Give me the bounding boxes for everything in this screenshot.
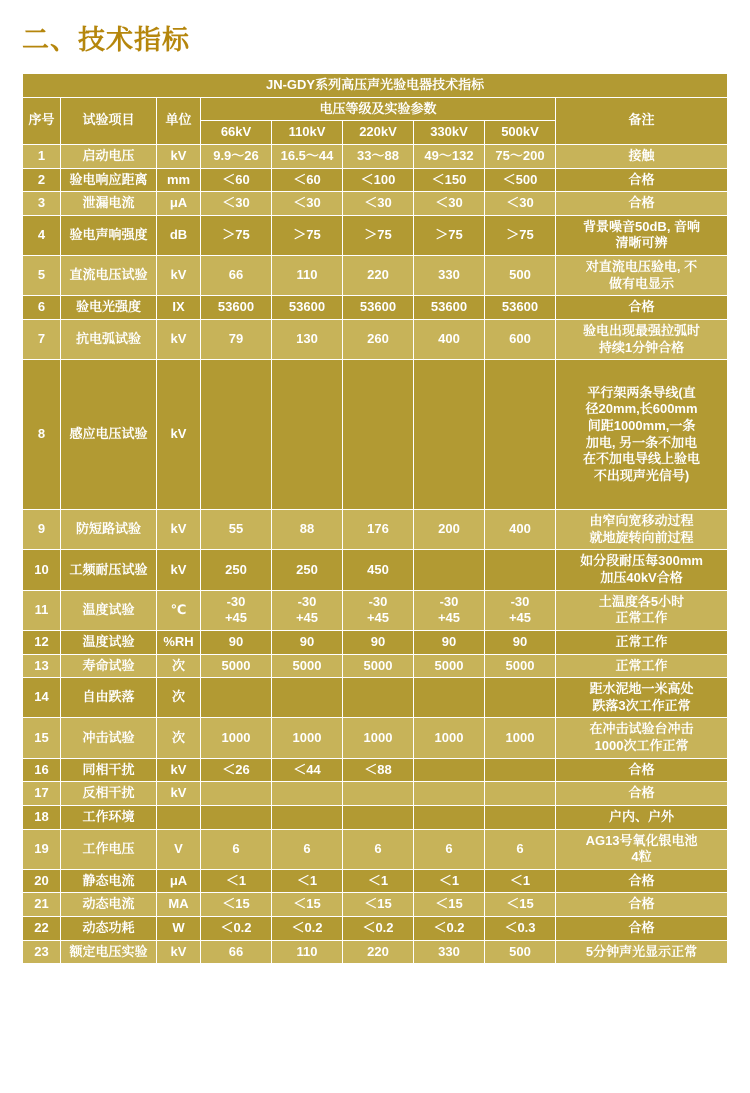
cell-value-3: 5000 xyxy=(414,654,485,678)
cell-num: 11 xyxy=(23,590,61,630)
cell-value-2: 260 xyxy=(343,319,414,359)
cell-num: 6 xyxy=(23,296,61,320)
cell-value-3: ＜0.2 xyxy=(414,917,485,941)
cell-value-0: 66 xyxy=(201,256,272,296)
cell-unit: W xyxy=(157,917,201,941)
cell-value-1: 110 xyxy=(272,256,343,296)
cell-num: 12 xyxy=(23,630,61,654)
table-row xyxy=(23,296,728,320)
cell-value-0: 55 xyxy=(201,510,272,550)
cell-remark: 5分钟声光显示正常 xyxy=(556,940,728,964)
cell-value-0: ＜1 xyxy=(201,869,272,893)
cell-value-1: ＜1 xyxy=(272,869,343,893)
cell-num: 2 xyxy=(23,168,61,192)
cell-num: 13 xyxy=(23,654,61,678)
cell-num: 23 xyxy=(23,940,61,964)
cell-value-4: 500 xyxy=(485,940,556,964)
cell-item: 反相干扰 xyxy=(61,782,157,806)
cell-unit: kV xyxy=(157,319,201,359)
cell-value-1: ＜60 xyxy=(272,168,343,192)
cell-value-2: 1000 xyxy=(343,718,414,758)
cell-unit: MA xyxy=(157,893,201,917)
cell-value-1: 250 xyxy=(272,550,343,590)
cell-remark: 合格 xyxy=(556,296,728,320)
table-row xyxy=(23,869,728,893)
table-header-row xyxy=(23,97,728,121)
cell-value-3: 6 xyxy=(414,829,485,869)
cell-num: 10 xyxy=(23,550,61,590)
cell-item: 温度试验 xyxy=(61,630,157,654)
cell-unit: kV xyxy=(157,360,201,510)
cell-unit: ℃ xyxy=(157,590,201,630)
cell-value-4 xyxy=(485,805,556,829)
table-title: JN-GDY系列高压声光验电器技术指标 xyxy=(23,74,728,98)
table-row xyxy=(23,782,728,806)
table-row xyxy=(23,590,728,630)
header-level-330kv: 330kV xyxy=(414,121,485,145)
cell-num: 22 xyxy=(23,917,61,941)
cell-remark: 平行架两条导线(直 径20mm,长600mm 间距1000mm,一条 加电, 另一条不加电 在不加电导线上验电 不出现声光信号) xyxy=(556,360,728,510)
table-row xyxy=(23,829,728,869)
cell-value-3: ＜1 xyxy=(414,869,485,893)
cell-num: 1 xyxy=(23,144,61,168)
cell-unit: μA xyxy=(157,192,201,216)
cell-remark: 合格 xyxy=(556,917,728,941)
cell-value-3: 90 xyxy=(414,630,485,654)
cell-item: 验电响应距离 xyxy=(61,168,157,192)
cell-value-3: 330 xyxy=(414,940,485,964)
cell-value-3: 49～132 xyxy=(414,144,485,168)
header-unit: 单位 xyxy=(157,97,201,144)
cell-value-2: ＜100 xyxy=(343,168,414,192)
spec-table xyxy=(22,73,728,964)
cell-value-3 xyxy=(414,758,485,782)
cell-value-4: ＜1 xyxy=(485,869,556,893)
cell-value-0: 79 xyxy=(201,319,272,359)
cell-value-0: ＜26 xyxy=(201,758,272,782)
cell-value-3: 53600 xyxy=(414,296,485,320)
cell-item: 验电声响强度 xyxy=(61,215,157,255)
cell-unit: dB xyxy=(157,215,201,255)
cell-value-1 xyxy=(272,805,343,829)
cell-unit: kV xyxy=(157,510,201,550)
cell-value-1: 16.5～44 xyxy=(272,144,343,168)
cell-unit: mm xyxy=(157,168,201,192)
cell-value-2: ＜88 xyxy=(343,758,414,782)
table-row xyxy=(23,940,728,964)
cell-value-3 xyxy=(414,782,485,806)
cell-value-0: ＜0.2 xyxy=(201,917,272,941)
cell-item: 工频耐压试验 xyxy=(61,550,157,590)
cell-item: 泄漏电流 xyxy=(61,192,157,216)
page-title: 二、技术指标 xyxy=(22,25,190,55)
cell-value-1 xyxy=(272,360,343,510)
table-row xyxy=(23,630,728,654)
table-title-row xyxy=(23,74,728,98)
cell-unit xyxy=(157,805,201,829)
cell-value-1: 88 xyxy=(272,510,343,550)
cell-value-1: ＜15 xyxy=(272,893,343,917)
table-row xyxy=(23,192,728,216)
cell-value-2 xyxy=(343,782,414,806)
table-row xyxy=(23,144,728,168)
cell-value-4: 600 xyxy=(485,319,556,359)
cell-item: 寿命试验 xyxy=(61,654,157,678)
cell-value-0: 5000 xyxy=(201,654,272,678)
cell-remark: 正常工作 xyxy=(556,654,728,678)
cell-value-0: 6 xyxy=(201,829,272,869)
cell-value-2: 53600 xyxy=(343,296,414,320)
cell-num: 7 xyxy=(23,319,61,359)
cell-item: 自由跌落 xyxy=(61,678,157,718)
cell-item: 动态电流 xyxy=(61,893,157,917)
table-row xyxy=(23,510,728,550)
cell-value-1 xyxy=(272,782,343,806)
cell-remark: 户内、户外 xyxy=(556,805,728,829)
cell-remark: 土温度各5小时 正常工作 xyxy=(556,590,728,630)
cell-unit: kV xyxy=(157,144,201,168)
cell-value-0 xyxy=(201,805,272,829)
cell-item: 验电光强度 xyxy=(61,296,157,320)
cell-value-4: 6 xyxy=(485,829,556,869)
cell-value-2: 33～88 xyxy=(343,144,414,168)
cell-value-2: ＜0.2 xyxy=(343,917,414,941)
cell-value-2: 220 xyxy=(343,940,414,964)
cell-value-4: 90 xyxy=(485,630,556,654)
cell-value-2: ＜30 xyxy=(343,192,414,216)
cell-value-3: 1000 xyxy=(414,718,485,758)
table-row xyxy=(23,917,728,941)
cell-value-1: 53600 xyxy=(272,296,343,320)
header-item: 试验项目 xyxy=(61,97,157,144)
table-row xyxy=(23,654,728,678)
cell-remark: 正常工作 xyxy=(556,630,728,654)
header-level-66kv: 66kV xyxy=(201,121,272,145)
table-row xyxy=(23,678,728,718)
cell-value-1: 1000 xyxy=(272,718,343,758)
cell-value-4 xyxy=(485,550,556,590)
cell-value-4: -30 +45 xyxy=(485,590,556,630)
cell-value-4: 1000 xyxy=(485,718,556,758)
table-row xyxy=(23,256,728,296)
cell-remark: 合格 xyxy=(556,782,728,806)
cell-unit: kV xyxy=(157,758,201,782)
cell-value-2: 6 xyxy=(343,829,414,869)
cell-value-3 xyxy=(414,360,485,510)
cell-value-2: 5000 xyxy=(343,654,414,678)
cell-value-1: 6 xyxy=(272,829,343,869)
cell-unit: kV xyxy=(157,256,201,296)
cell-item: 工作环境 xyxy=(61,805,157,829)
cell-value-1: ＜30 xyxy=(272,192,343,216)
cell-value-1: 110 xyxy=(272,940,343,964)
cell-item: 温度试验 xyxy=(61,590,157,630)
cell-unit: 次 xyxy=(157,678,201,718)
table-row xyxy=(23,168,728,192)
cell-value-2 xyxy=(343,360,414,510)
cell-value-3: ＞75 xyxy=(414,215,485,255)
cell-num: 8 xyxy=(23,360,61,510)
cell-remark: 合格 xyxy=(556,758,728,782)
cell-num: 16 xyxy=(23,758,61,782)
cell-num: 15 xyxy=(23,718,61,758)
header-params-group: 电压等级及实验参数 xyxy=(201,97,556,121)
cell-item: 同相干扰 xyxy=(61,758,157,782)
cell-value-0: ＜60 xyxy=(201,168,272,192)
cell-value-3: 200 xyxy=(414,510,485,550)
cell-num: 14 xyxy=(23,678,61,718)
cell-value-1: 90 xyxy=(272,630,343,654)
cell-remark: AG13号氧化银电池 4粒 xyxy=(556,829,728,869)
cell-value-3: ＜150 xyxy=(414,168,485,192)
cell-unit: kV xyxy=(157,782,201,806)
cell-unit: kV xyxy=(157,550,201,590)
cell-value-3: 330 xyxy=(414,256,485,296)
cell-value-4: ＜15 xyxy=(485,893,556,917)
cell-value-0: 9.9～26 xyxy=(201,144,272,168)
cell-value-3 xyxy=(414,805,485,829)
table-row xyxy=(23,215,728,255)
cell-unit: μA xyxy=(157,869,201,893)
cell-remark: 合格 xyxy=(556,893,728,917)
cell-value-4: 75～200 xyxy=(485,144,556,168)
cell-num: 3 xyxy=(23,192,61,216)
cell-num: 20 xyxy=(23,869,61,893)
cell-remark: 对直流电压验电, 不 做有电显示 xyxy=(556,256,728,296)
cell-num: 18 xyxy=(23,805,61,829)
cell-item: 动态功耗 xyxy=(61,917,157,941)
header-level-220kv: 220kV xyxy=(343,121,414,145)
header-level-110kv: 110kV xyxy=(272,121,343,145)
cell-value-1 xyxy=(272,678,343,718)
cell-num: 5 xyxy=(23,256,61,296)
cell-value-4 xyxy=(485,678,556,718)
cell-value-4: 53600 xyxy=(485,296,556,320)
cell-value-3 xyxy=(414,550,485,590)
cell-num: 17 xyxy=(23,782,61,806)
cell-item: 启动电压 xyxy=(61,144,157,168)
cell-value-2: 90 xyxy=(343,630,414,654)
cell-remark: 接触 xyxy=(556,144,728,168)
cell-value-2 xyxy=(343,805,414,829)
cell-value-1: 5000 xyxy=(272,654,343,678)
cell-value-0: -30 +45 xyxy=(201,590,272,630)
cell-item: 静态电流 xyxy=(61,869,157,893)
table-row xyxy=(23,805,728,829)
cell-value-1: ＜0.2 xyxy=(272,917,343,941)
cell-value-1: -30 +45 xyxy=(272,590,343,630)
cell-value-0: ＞75 xyxy=(201,215,272,255)
cell-item: 直流电压试验 xyxy=(61,256,157,296)
cell-unit: 次 xyxy=(157,654,201,678)
cell-value-0 xyxy=(201,678,272,718)
cell-remark: 合格 xyxy=(556,192,728,216)
cell-value-1: ＜44 xyxy=(272,758,343,782)
cell-value-2: 176 xyxy=(343,510,414,550)
cell-value-2: 450 xyxy=(343,550,414,590)
cell-remark: 验电出现最强拉弧时 持续1分钟合格 xyxy=(556,319,728,359)
cell-item: 抗电弧试验 xyxy=(61,319,157,359)
cell-value-0: 90 xyxy=(201,630,272,654)
cell-value-4 xyxy=(485,782,556,806)
cell-value-4: 5000 xyxy=(485,654,556,678)
cell-value-2: ＞75 xyxy=(343,215,414,255)
cell-value-3: ＜30 xyxy=(414,192,485,216)
cell-value-4 xyxy=(485,758,556,782)
cell-remark: 由窄向宽移动过程 就地旋转向前过程 xyxy=(556,510,728,550)
cell-value-0 xyxy=(201,360,272,510)
table-row xyxy=(23,360,728,510)
cell-value-0: ＜15 xyxy=(201,893,272,917)
cell-item: 感应电压试验 xyxy=(61,360,157,510)
cell-value-1: 130 xyxy=(272,319,343,359)
cell-value-3: -30 +45 xyxy=(414,590,485,630)
cell-value-4 xyxy=(485,360,556,510)
cell-value-4: 500 xyxy=(485,256,556,296)
table-row xyxy=(23,550,728,590)
cell-value-4: ＜0.3 xyxy=(485,917,556,941)
cell-value-2: 220 xyxy=(343,256,414,296)
cell-value-0: ＜30 xyxy=(201,192,272,216)
cell-remark: 距水泥地一米高处 跌落3次工作正常 xyxy=(556,678,728,718)
cell-num: 19 xyxy=(23,829,61,869)
cell-value-4: ＞75 xyxy=(485,215,556,255)
cell-unit: V xyxy=(157,829,201,869)
cell-value-2 xyxy=(343,678,414,718)
table-row xyxy=(23,319,728,359)
cell-value-2: ＜15 xyxy=(343,893,414,917)
cell-unit: IX xyxy=(157,296,201,320)
cell-remark: 在冲击试验台冲击 1000次工作正常 xyxy=(556,718,728,758)
cell-remark: 背景噪音50dB, 音响 清晰可辨 xyxy=(556,215,728,255)
cell-value-0: 66 xyxy=(201,940,272,964)
spec-table-wrapper xyxy=(22,73,728,964)
table-row xyxy=(23,893,728,917)
cell-value-4: ＜30 xyxy=(485,192,556,216)
header-level-500kv: 500kV xyxy=(485,121,556,145)
cell-value-3: ＜15 xyxy=(414,893,485,917)
cell-unit: kV xyxy=(157,940,201,964)
cell-value-3: 400 xyxy=(414,319,485,359)
cell-value-0: 53600 xyxy=(201,296,272,320)
cell-value-3 xyxy=(414,678,485,718)
table-row xyxy=(23,718,728,758)
cell-value-1: ＞75 xyxy=(272,215,343,255)
table-row xyxy=(23,758,728,782)
cell-value-2: -30 +45 xyxy=(343,590,414,630)
cell-value-0: 250 xyxy=(201,550,272,590)
header-remark: 备注 xyxy=(556,97,728,144)
cell-remark: 合格 xyxy=(556,168,728,192)
cell-remark: 合格 xyxy=(556,869,728,893)
cell-item: 防短路试验 xyxy=(61,510,157,550)
cell-value-2: ＜1 xyxy=(343,869,414,893)
cell-unit: 次 xyxy=(157,718,201,758)
cell-value-4: 400 xyxy=(485,510,556,550)
cell-item: 工作电压 xyxy=(61,829,157,869)
header-num: 序号 xyxy=(23,97,61,144)
cell-item: 冲击试验 xyxy=(61,718,157,758)
cell-num: 4 xyxy=(23,215,61,255)
cell-value-0 xyxy=(201,782,272,806)
cell-num: 21 xyxy=(23,893,61,917)
cell-remark: 如分段耐压每300mm 加压40kV合格 xyxy=(556,550,728,590)
cell-num: 9 xyxy=(23,510,61,550)
cell-item: 额定电压实验 xyxy=(61,940,157,964)
cell-unit: %RH xyxy=(157,630,201,654)
cell-value-4: ＜500 xyxy=(485,168,556,192)
cell-value-0: 1000 xyxy=(201,718,272,758)
